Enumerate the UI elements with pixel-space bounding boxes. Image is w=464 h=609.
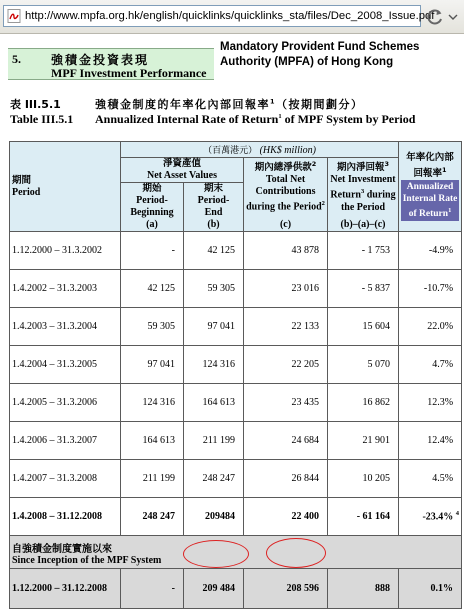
table-number-zh: 表 III.5.1: [10, 98, 61, 111]
irr-header: 年率化內部 回報率$^1$ Annualized Internal Rate of Return$^1$: [399, 142, 462, 232]
dropdown-arrow-icon[interactable]: [447, 10, 459, 24]
table-row: 1.4.2003 – 31.3.2004 59 305 97 041 22 133 15 604 22.0%: [10, 308, 462, 346]
table-row: 1.4.2002 – 31.3.2003 42 125 59 305 23 016 - 5 837 -10.7%: [10, 270, 462, 308]
url-field[interactable]: [3, 5, 435, 27]
table-title-en: Annualized Internal Rate of Return$^1$ of MPF System by Period: [95, 112, 416, 126]
organisation-line2: Authority (MPFA) of Hong Kong: [220, 56, 394, 68]
annotation-circle-end-value: [183, 540, 249, 568]
organisation-name: [220, 40, 460, 70]
section-title-en: MPF Investment Performance: [51, 66, 207, 80]
table-row-current-period: 1.4.2008 – 31.12.2008 248 247 209484 22 400 - 61 164 -23.4% $^4$: [10, 498, 462, 536]
end-header: 期末 Period- End (b): [184, 183, 244, 232]
since-inception-en: Since Inception of the MPF System: [12, 555, 162, 566]
browser-address-bar: [0, 0, 464, 34]
irr-table: [9, 141, 462, 609]
url-text: http://www.mpfa.org.hk/english/quicklinks/quicklinks_sta/files/Dec_2008_Issue.pdf: [25, 10, 435, 22]
table-row: 1.12.2000 – 31.3.2002 - 42 125 43 878 - 1 753 -4.9%: [10, 232, 462, 270]
table-number-en: Table III.5.1: [10, 112, 74, 126]
unit-label: （百萬港元） (HK$ million): [121, 142, 399, 158]
irr-header-highlight: Annualized Internal Rate of Return$^1$: [402, 182, 458, 220]
adobe-pdf-icon: [7, 9, 21, 23]
period-header: 期間 Period: [10, 142, 121, 232]
since-inception-zh: 自強積金制度實施以來: [12, 544, 112, 555]
section-header: [8, 48, 214, 80]
table-row: 1.4.2007 – 31.3.2008 211 199 248 247 26 844 10 205 4.5%: [10, 460, 462, 498]
organisation-line1: Mandatory Provident Fund Schemes: [220, 41, 420, 53]
table-row: 1.4.2004 – 31.3.2005 97 041 124 316 22 205 5 070 4.7%: [10, 346, 462, 384]
table-row-since-inception: 1.12.2000 – 31.12.2008 - 209 484 208 596 888 0.1%: [10, 569, 462, 609]
return-header: 期內淨回報$^3$ Net Investment Return$^3$ during the Period (b)–(a)–(c): [328, 158, 399, 232]
beginning-header: 期始 Period- Beginning (a): [121, 183, 184, 232]
nav-header: 淨資產值 Net Asset Values: [121, 158, 244, 183]
annotation-circle-contributions: [266, 538, 326, 568]
table-row: 1.4.2006 – 31.3.2007 164 613 211 199 24 684 21 901 12.4%: [10, 422, 462, 460]
table-row: 1.4.2005 – 31.3.2006 124 316 164 613 23 435 16 862 12.3%: [10, 384, 462, 422]
section-title-zh: 強積金投資表現: [51, 53, 150, 67]
pdf-page: [0, 35, 464, 594]
refresh-icon[interactable]: [425, 7, 445, 27]
section-number: 5.: [12, 52, 21, 66]
table-title-zh: 強積金制度的年率化內部回報率$^1$（按期間劃分）: [95, 97, 364, 111]
contributions-header: 期內總淨供款$^2$ Total Net Contributions during the Period$^2$ (c): [244, 158, 328, 232]
